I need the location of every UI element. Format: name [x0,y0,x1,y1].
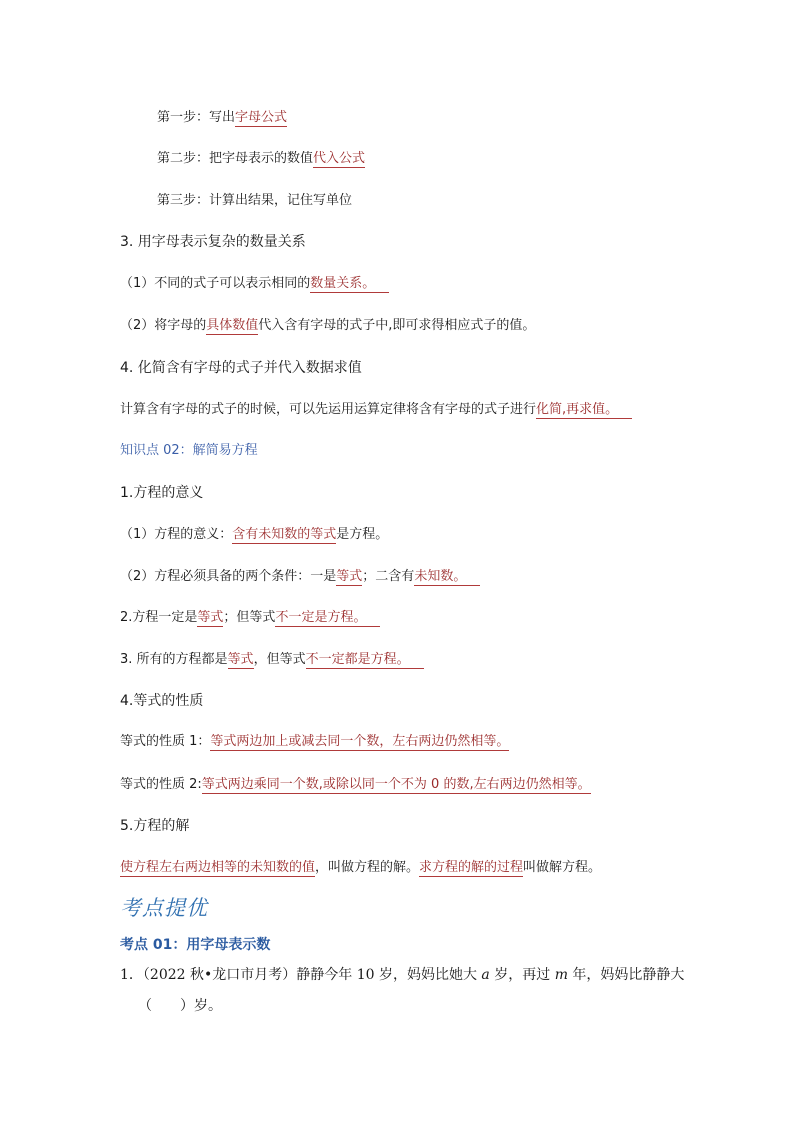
eq-2-highlight-1: 等式 [197,610,224,625]
eq-1b-mid: ；二含有 [362,569,415,584]
eq-1b-prefix: （2）方程必须具备的两个条件：一是 [120,569,337,584]
para-2-prefix: （2）将字母的 [120,318,207,333]
para-2 [120,316,535,336]
knowledge-point-02 [120,441,258,461]
eq-2-prefix: 2.方程一定是 [120,610,198,625]
question-1-var-a: a [481,967,490,983]
eq-title-1-text: 1.方程的意义 [120,485,204,501]
eq-3-prefix: 3. 所有的方程都是 [120,652,228,667]
step-2-text: 第二步：把字母表示的数值 [157,151,314,166]
solution-definition [120,858,601,878]
step-1 [157,108,287,128]
eq-2-mid: ；但等式 [223,610,276,625]
step-3-text: 第三步：计算出结果，记住写单位 [157,193,353,208]
question-1-text-b: 岁，再过 [489,967,555,983]
eq-2 [120,608,380,628]
para-2-suffix: 代入含有字母的式子中,即可求得相应式子的值。 [258,318,536,333]
eq-3 [120,650,424,670]
eq-3-highlight-1: 等式 [227,652,254,667]
heading-4 [120,358,362,378]
question-1-blank: （ ）岁。 [138,998,222,1014]
kaodian-01: 考点 01：用字母表示数 [120,937,271,953]
property-2-highlight: 等式两边乘同一个数,或除以同一个不为 0 的数,左右两边仍然相等。 [201,777,591,792]
question-1-text-a: 1．（2022 秋•龙口市月考）静静今年 10 岁，妈妈比她大 [120,967,482,983]
question-1-line-1 [120,964,684,986]
knowledge-point-02-text: 知识点 02：解简易方程 [120,443,258,458]
solution-mid: ，叫做方程的解。 [315,860,420,875]
solution-highlight-2: 求方程的解的过程 [419,860,524,875]
step-2 [157,149,365,169]
step-3 [157,191,352,211]
heading-3 [120,232,306,252]
para-3 [120,400,632,420]
solution-suffix: 叫做解方程。 [523,860,602,875]
question-1-var-m: m [554,967,568,983]
property-2 [120,775,591,795]
para-1-highlight: 数量关系。 [310,276,389,293]
eq-title-4-text: 4.等式的性质 [120,693,204,709]
eq-1a-suffix: 是方程。 [336,527,389,542]
eq-3-highlight-2: 不一定都是方程。 [306,652,424,669]
eq-1a [120,525,388,545]
eq-title-1 [120,483,203,503]
eq-2-highlight-2: 不一定是方程。 [275,610,380,627]
step-1-text: 第一步：写出 [157,110,236,125]
heading-4-text: 4. 化简含有字母的式子并代入数据求值 [120,360,362,376]
eq-1a-highlight: 含有未知数的等式 [232,527,337,542]
heading-3-text: 3. 用字母表示复杂的数量关系 [120,234,306,250]
para-1-text: （1）不同的式子可以表示相同的 [120,276,311,291]
para-2-highlight: 具体数值 [206,318,259,333]
property-1-prefix: 等式的性质 1： [120,734,211,749]
para-3-text: 计算含有字母的式子的时候，可以先运用运算定律将含有字母的式子进行 [120,402,537,417]
eq-1b-highlight-2: 未知数。 [414,569,480,586]
question-1-line-2 [138,995,222,1017]
solution-highlight-1: 使方程左右两边相等的未知数的值 [120,860,316,875]
step-2-highlight: 代入公式 [313,151,366,166]
eq-title-5 [120,816,189,836]
step-1-highlight: 字母公式 [235,110,288,125]
property-1 [120,732,509,752]
property-2-prefix: 等式的性质 2: [120,777,202,792]
eq-1a-prefix: （1）方程的意义： [120,527,233,542]
eq-title-4 [120,691,203,711]
section-title: 考点提优 [120,896,208,920]
eq-3-mid: ，但等式 [253,652,306,667]
question-1-text-c: 年，妈妈比静静大 [567,967,685,983]
para-1 [120,274,389,294]
property-1-highlight: 等式两边加上或减去同一个数，左右两边仍然相等。 [210,734,510,749]
eq-title-5-text: 5.方程的解 [120,818,190,834]
eq-1b [120,567,480,587]
eq-1b-highlight-1: 等式 [336,569,363,584]
para-3-highlight: 化简,再求值。 [536,402,632,419]
